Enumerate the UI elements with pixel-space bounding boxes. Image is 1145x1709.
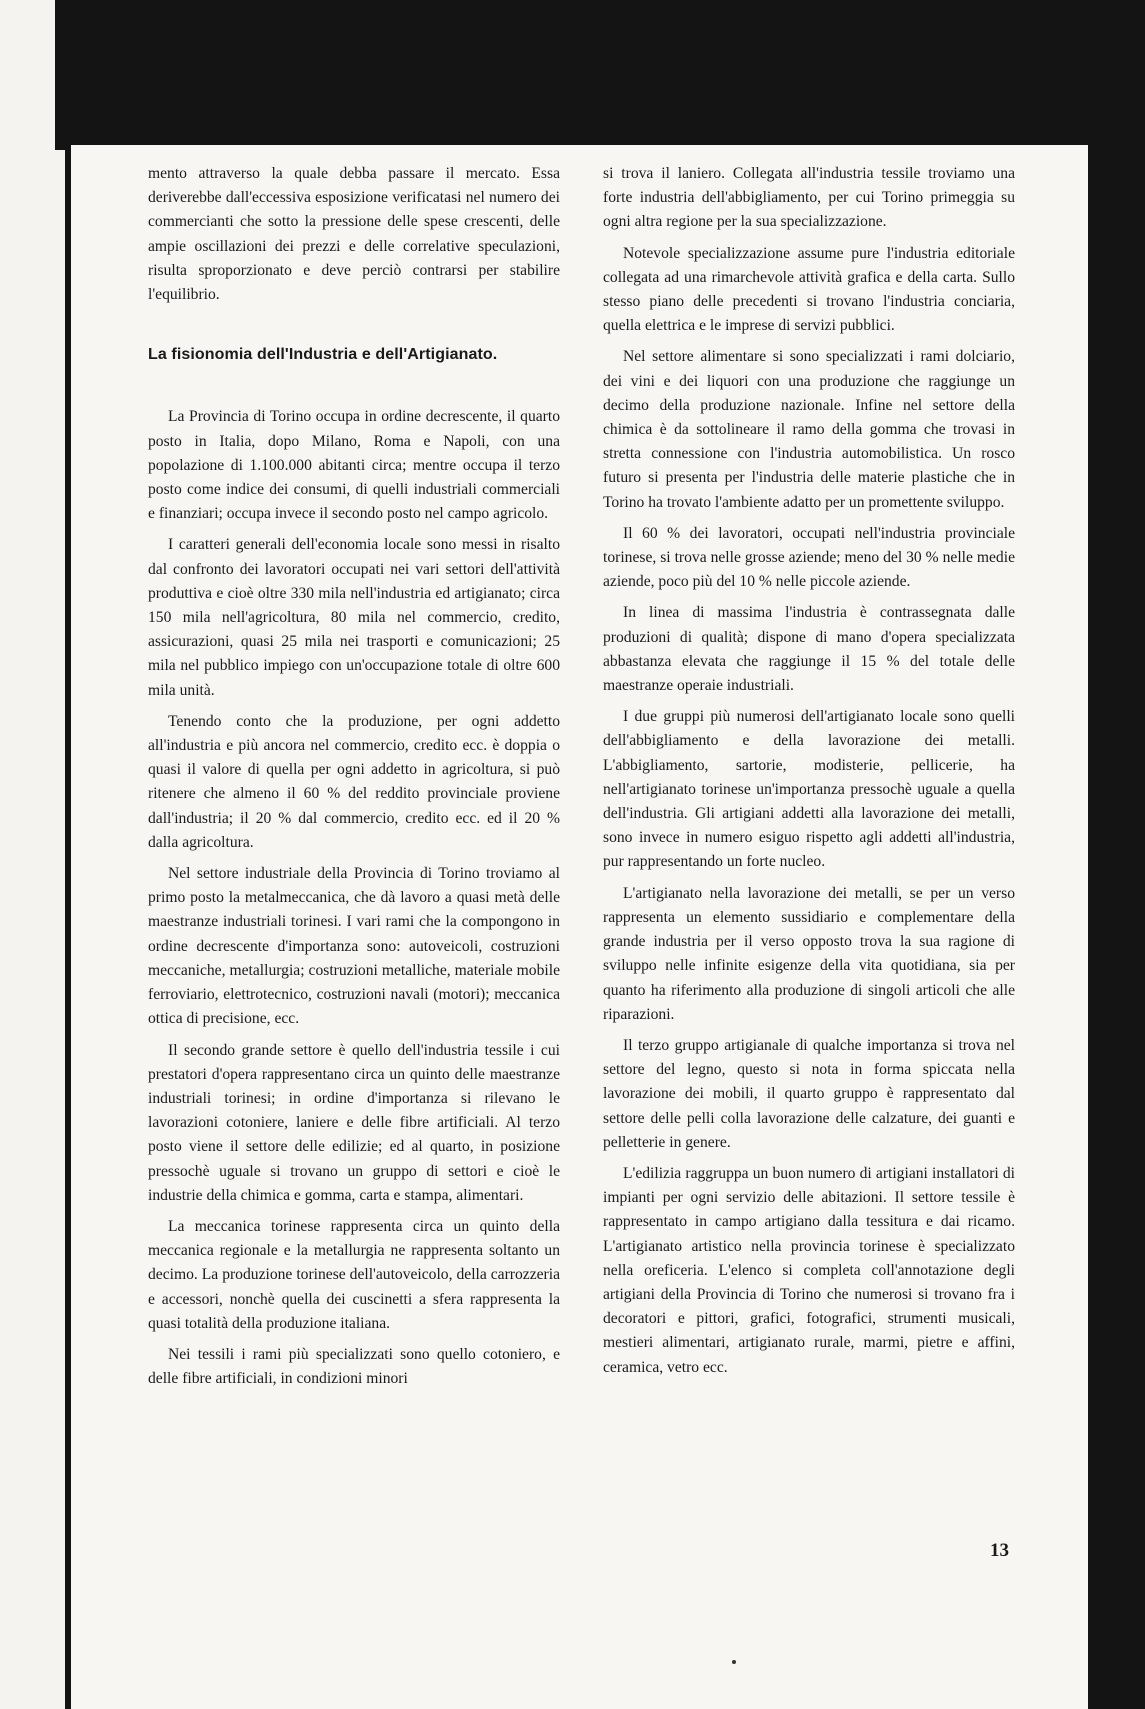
right-column	[603, 162, 1015, 1380]
paragraph: L'edilizia raggruppa un buon numero di artigiani installatori di impianti per ogni servizio delle abitazioni. Il settore tessile è rappresentato in campo artigiano dalla tessitura e dai ricamo. L'artigianato artistico nella provincia torinese è specializzato nella oreficeria. L'elenco si completa coll'annotazione degli artigiani della Provincia di Torino che numerosi si trovano fra i decoratori e pittori, grafici, fotografici, strumenti musicali, mestieri alimentari, artigianato rurale, marmi, pietre e affini, ceramica, vetro ecc.	[603, 1164, 1015, 1376]
paragraph: I due gruppi più numerosi dell'artigianato locale sono quelli dell'abbigliamento e della lavorazione dei metalli. L'abbigliamento, sartorie, modisterie, pellicerie, ha nell'artigianato torinese un'importanza pressochè uguale a quella dell'industria. Gli artigiani addetti alla lavorazione dei metalli, sono invece in numero esiguo rispetto agli addetti all'industria, pur rappresentando un forte nucleo.	[603, 708, 1015, 871]
paragraph: La meccanica torinese rappresenta circa un quinto della meccanica regionale e la metallurgia ne rappresenta soltanto un decimo. La produzione torinese dell'autoveicolo, della carrozzeria e accessori, nonchè quella dei cuscinetti a sfera rappresenta la quasi totalità della produzione italiana.	[148, 1217, 560, 1332]
paragraph: mento attraverso la quale debba passare il mercato. Essa deriverebbe dall'eccessiva esposizione verificatasi nel numero dei commercianti che sotto la pressione delle spese crescenti, delle ampie oscillazioni dei prezzi e delle correlative speculazioni, risulta sproporzionato e deve perciò contrarsi per stabilire l'equilibrio.	[148, 165, 560, 304]
section-heading: La fisionomia dell'Industria e dell'Artigianato.	[148, 346, 498, 364]
paragraph: In linea di massima l'industria è contrassegnata dalle produzioni di qualità; dispone di mano d'opera specializzata abbastanza elevata che raggiunge il 15 % del totale delle maestranze operaie industriali.	[603, 604, 1015, 695]
paragraph: Notevole specializzazione assume pure l'industria editoriale collegata ad una rimarchevole attività grafica e della carta. Sullo stesso piano delle precedenti si trovano l'industria conciaria, quella elettrica e le imprese di servizi pubblici.	[603, 244, 1015, 335]
paragraph: I caratteri generali dell'economia locale sono messi in risalto dal confronto dei lavoratori occupati nei vari settori dell'attività produttiva e cioè oltre 330 mila nell'industria ed artigianato; circa 150 mila nell'agricoltura, 80 mila nel commercio, credito, assicurazioni, quasi 25 mila nei trasporti e comunicazioni; 25 mila nel pubblico impiego con un'occupazione totale di oltre 600 mila unità.	[148, 536, 560, 699]
paragraph: L'artigianato nella lavorazione dei metalli, se per un verso rappresenta un elemento sussidiario e complementare della grande industria per il verso opposto trova la sua ragione di sviluppo nelle infinite esigenze della vita quotidiana, sia per quanto ha riferimento alla produzione di singoli articoli che alle riparazioni.	[603, 884, 1015, 1023]
scan-border-top	[65, 0, 1145, 145]
paragraph: Il secondo grande settore è quello dell'industria tessile i cui prestatori d'opera rappresentano circa un quinto delle maestranze industriali torinesi; in ordine d'importanza si rilevano le lavorazioni cotoniere, laniere e delle fibre artificiali. Al terzo posto viene il settore delle edilizie; ed al quarto, in posizione pressochè uguale si trovano un gruppo di settori e cioè le industrie della chimica e gomma, carta e stampa, alimentari.	[148, 1041, 560, 1204]
paragraph: La Provincia di Torino occupa in ordine decrescente, il quarto posto in Italia, dopo Milano, Roma e Napoli, con una popolazione di 1.100.000 abitanti circa; mentre occupa il terzo posto come indice dei consumi, di quelli industriali commerciali e finanziari; occupa invece il secondo posto nel campo agricolo.	[148, 408, 560, 523]
paragraph: Nel settore industriale della Provincia di Torino troviamo al primo posto la metalmeccanica, che dà lavoro a quasi metà delle maestranze industriali torinesi. I vari rami che la compongono in ordine decrescente d'importanza sono: autoveicoli, costruzioni meccaniche, metallurgia; costruzioni metalliche, materiale mobile ferroviario, elettrotecnico, costruzioni navali (motori); meccanica ottica di precisione, ecc.	[148, 865, 560, 1028]
paragraph: Nei tessili i rami più specializzati sono quello cotoniero, e delle fibre artificiali, in condizioni minori	[148, 1345, 560, 1388]
left-column	[148, 162, 560, 1391]
scan-border-right	[1088, 0, 1145, 1709]
paragraph: Il terzo gruppo artigianale di qualche importanza si trova nel settore del legno, questo si nota in forma spiccata nella lavorazione dei mobili, il quarto gruppo è rappresentato dal settore delle pelli colla lavorazione delle calzature, dei guanti e pelletterie in genere.	[603, 1036, 1015, 1151]
paragraph: si trova il laniero. Collegata all'industria tessile troviamo una forte industria dell'abbigliamento, per cui Torino primeggia su ogni altra regione per la sua specializzazione.	[603, 165, 1015, 231]
paragraph: Il 60 % dei lavoratori, occupati nell'industria provinciale torinese, si trova nelle grosse aziende; meno del 30 % nelle medie aziende, poco più del 10 % nelle piccole aziende.	[603, 524, 1015, 591]
paragraph: Nel settore alimentare si sono specializzati i rami dolciario, dei vini e dei liquori con una produzione che raggiunge un decimo della produzione nazionale. Infine nel settore della chimica è da sottolineare il ramo della gomma che trovasi in stretta connessione con l'industria automobilistica. Un rosco futuro si presenta per l'industria delle materie plastiche che in Torino ha trovato l'ambiente adatto per un promettente sviluppo.	[603, 348, 1015, 511]
page-number: 13	[990, 1540, 1009, 1561]
scan-speck	[732, 1660, 736, 1664]
paragraph: Tenendo conto che la produzione, per ogni addetto all'industria e più ancora nel commercio, credito ecc. è doppia o quasi il valore di quella per ogni addetto in agricoltura, si può ritenere che almeno il 60 % del reddito provinciale proviene dall'industria; il 20 % dal commercio, credito ecc. ed il 20 % dalla agricoltura.	[148, 712, 560, 851]
